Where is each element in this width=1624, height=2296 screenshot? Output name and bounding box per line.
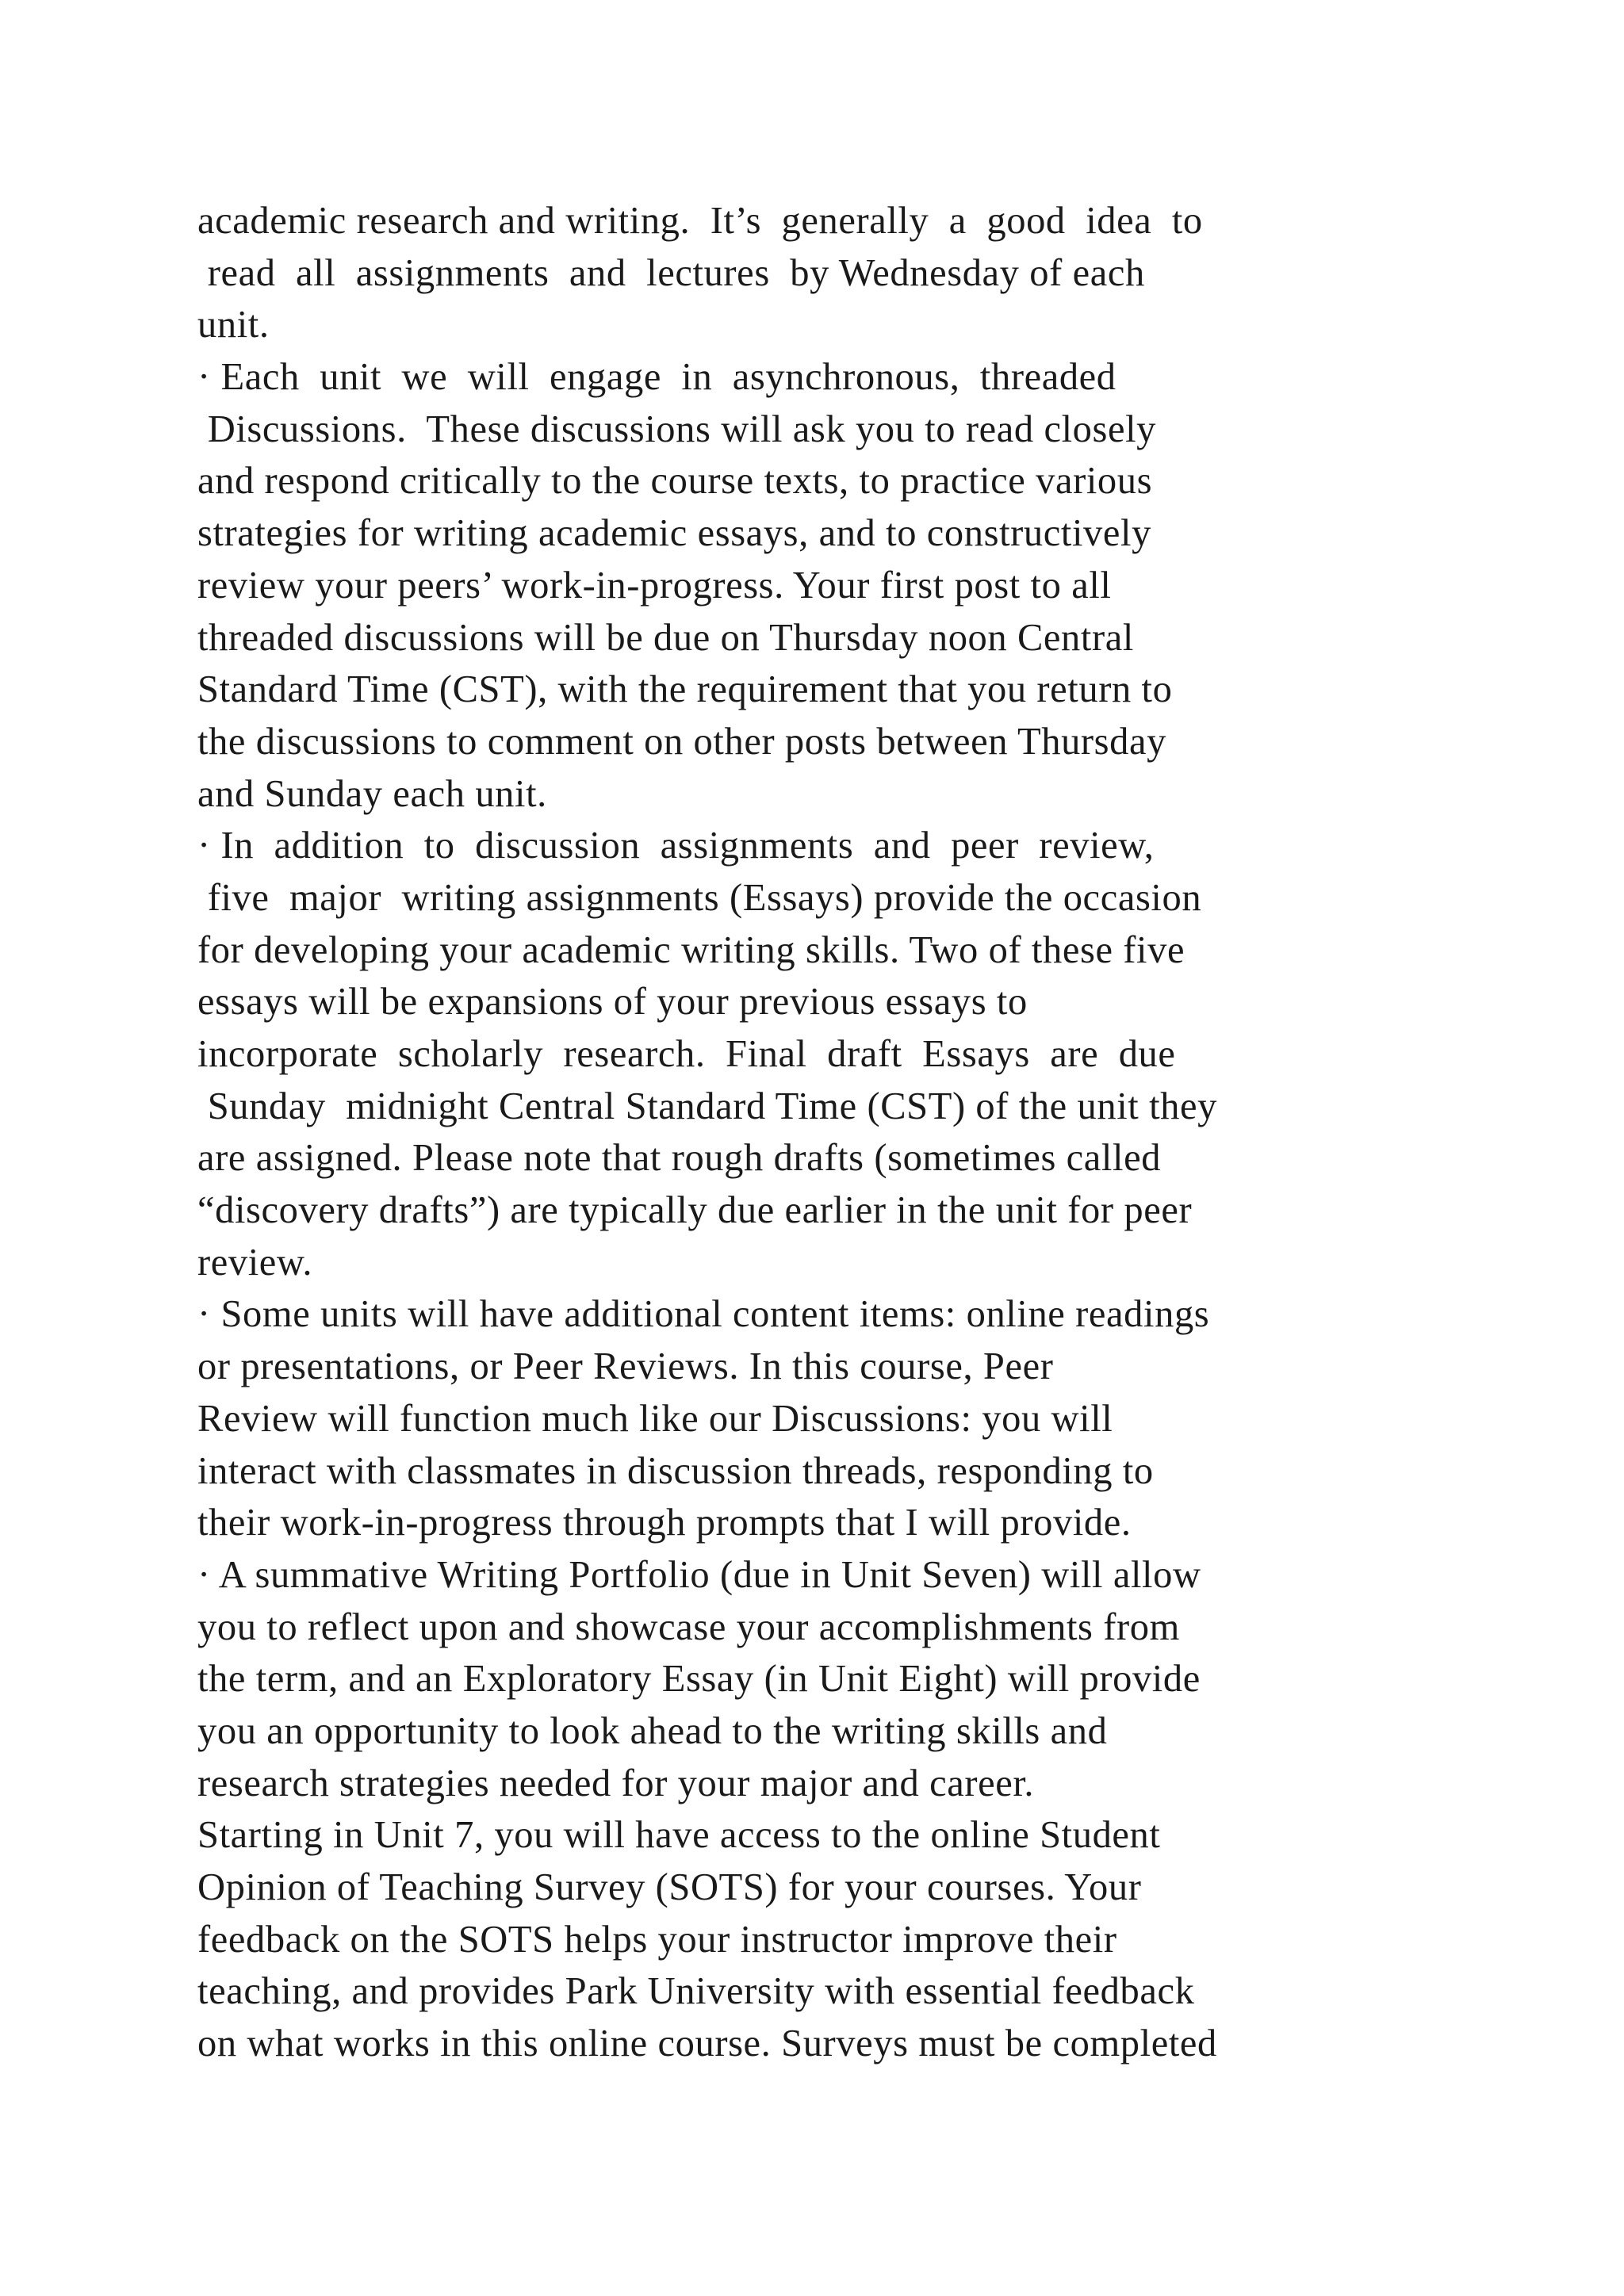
text-line: review your peers’ work-in-progress. Your first post to all xyxy=(197,564,1112,607)
text-line: teaching, and provides Park University with essential feedback xyxy=(197,1970,1195,2013)
text-line: you an opportunity to look ahead to the writing skills and xyxy=(197,1709,1108,1752)
text-line: Standard Time (CST), with the requirement that you return to xyxy=(197,668,1173,711)
text-line: Sunday midnight Central Standard Time (CST) of the unit they xyxy=(197,1085,1218,1127)
text-line: review. xyxy=(197,1241,313,1284)
text-line: “discovery drafts”) are typically due earlier in the unit for peer xyxy=(197,1189,1193,1232)
text-line: for developing your academic writing skills. Two of these five xyxy=(197,928,1185,971)
text-line: feedback on the SOTS helps your instructor improve their xyxy=(197,1918,1117,1961)
text-line: Opinion of Teaching Survey (SOTS) for your courses. Your xyxy=(197,1866,1142,1908)
text-line: read all assignments and lectures by Wednesday of each xyxy=(197,251,1145,294)
text-line: Discussions. These discussions will ask you to read closely xyxy=(197,408,1157,450)
text-line: research strategies needed for your major and career. xyxy=(197,1762,1035,1804)
body-text xyxy=(197,195,1434,2070)
text-line: you to reflect upon and showcase your accomplishments from xyxy=(197,1605,1180,1648)
text-line: are assigned. Please note that rough drafts (sometimes called xyxy=(197,1137,1162,1180)
text-line: the discussions to comment on other posts between Thursday xyxy=(197,720,1166,763)
text-line: threaded discussions will be due on Thursday noon Central xyxy=(197,616,1134,659)
text-line: · In addition to discussion assignments and peer review, xyxy=(197,825,1155,867)
text-line: incorporate scholarly research. Final draft Essays are due xyxy=(197,1033,1176,1075)
text-line: Review will function much like our Discussions: you will xyxy=(197,1397,1113,1440)
text-line: and respond critically to the course texts, to practice various xyxy=(197,460,1153,503)
text-line: or presentations, or Peer Reviews. In this course, Peer xyxy=(197,1345,1054,1388)
text-line: · A summative Writing Portfolio (due in Unit Seven) will allow xyxy=(197,1553,1201,1596)
text-line: · Each unit we will engage in asynchronous, threaded xyxy=(197,356,1116,399)
text-line: · Some units will have additional content items: online readings xyxy=(197,1293,1210,1336)
text-line: interact with classmates in discussion threads, responding to xyxy=(197,1449,1154,1492)
text-line: and Sunday each unit. xyxy=(197,772,547,815)
text-line: unit. xyxy=(197,304,270,346)
text-line: strategies for writing academic essays, and to constructively xyxy=(197,512,1151,555)
text-line: their work-in-progress through prompts that I will provide. xyxy=(197,1502,1132,1544)
text-line: essays will be expansions of your previous essays to xyxy=(197,981,1028,1024)
text-line: the term, and an Exploratory Essay (in Unit Eight) will provide xyxy=(197,1658,1201,1701)
text-line: academic research and writing. It’s generally a good idea to xyxy=(197,200,1203,242)
text-line: Starting in Unit 7, you will have access to the online Student xyxy=(197,1814,1161,1857)
text-line: on what works in this online course. Surveys must be completed xyxy=(197,2022,1217,2065)
text-line: five major writing assignments (Essays) provide the occasion xyxy=(197,876,1202,919)
